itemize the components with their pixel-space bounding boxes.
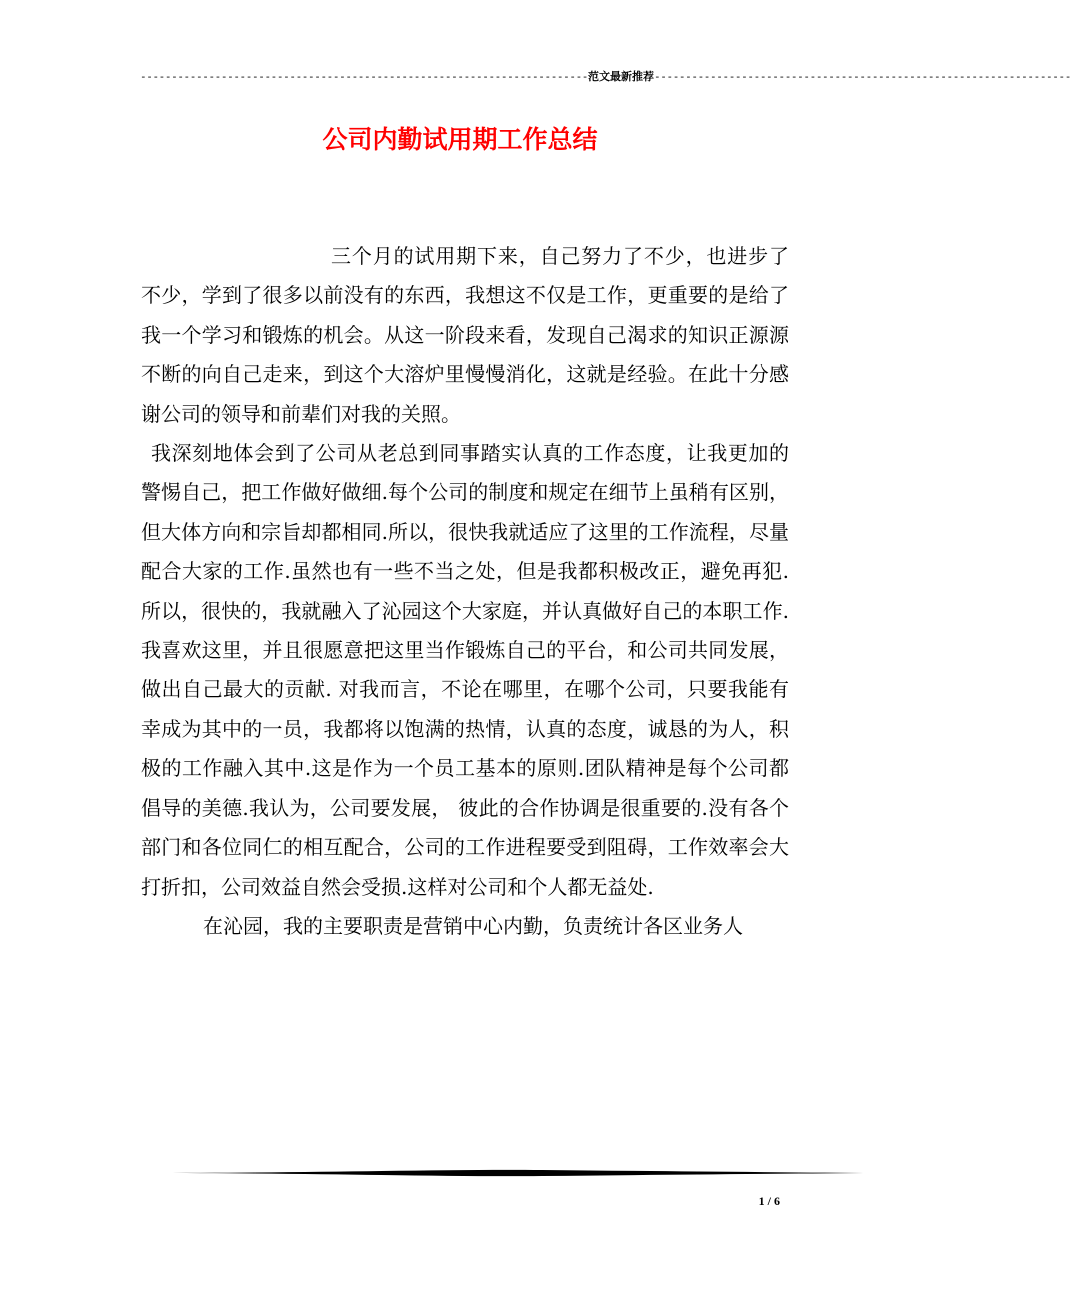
body-paragraph-1: 三个月的试用期下来，自己努力了不少，也进步了不少，学到了很多以前没有的东西，我想这不仅是工作，更重要的是给了我一个学习和锻炼的机会。从这一阶段来看，发现自己渴求的知识正源源不断的向自己走来，到这个大溶炉里慢慢消化，这就是经验。在此十分感谢公司的领导和前辈们对我的关照。	[141, 244, 789, 426]
body-paragraph-2: 我深刻地体会到了公司从老总到同事踏实认真的工作态度，让我更加的警惕自己，把工作做好做细.每个公司的制度和规定在细节上虽稍有区别，但大体方向和宗旨却都相同.所以，很快我就适应了这里的工作流程，尽量配合大家的工作.虽然也有一些不当之处，但是我都积极改正，避免再犯.所以，很快的，我就融入了沁园这个大家庭，并认真做好自己的本职工作.我喜欢这里，并且很愿意把这里当作锻炼自己的平台，和公司共同发展，做出自己最大的贡献. 对我而言，不论在哪里，在哪个公司，只要我能有幸成为其中的一员，我都将以饱满的热情，认真的态度，诚恳的为人，积极的工作融入其中.这是作为一个员工基本的原则.团队精神是每个公司都倡导的美德.我认为，公司要发展， 彼此的合作协调是很重要的.没有各个部门和各位同仁的相互配合，公司的工作进程要受到阻碍，工作效率会大打折扣，公司效益自然会受损.这样对公司和个人都无益处.	[141, 441, 789, 899]
document-title: 公司内勤试用期工作总结	[322, 125, 598, 154]
page-header	[140, 70, 1071, 84]
header-dashes-left: ------------------------------------------------------------------------	[140, 70, 589, 83]
document-body	[141, 237, 789, 946]
body-paragraph-3: 在沁园，我的主要职责是营销中心内勤，负责统计各区业务人	[203, 913, 743, 938]
page-number: 1 / 6	[758, 1194, 780, 1208]
footer-divider	[142, 1166, 864, 1180]
header-label: 范文最新推荐	[588, 70, 655, 83]
header-dashes-right: -------------------------------------------------------------------	[654, 70, 1071, 83]
